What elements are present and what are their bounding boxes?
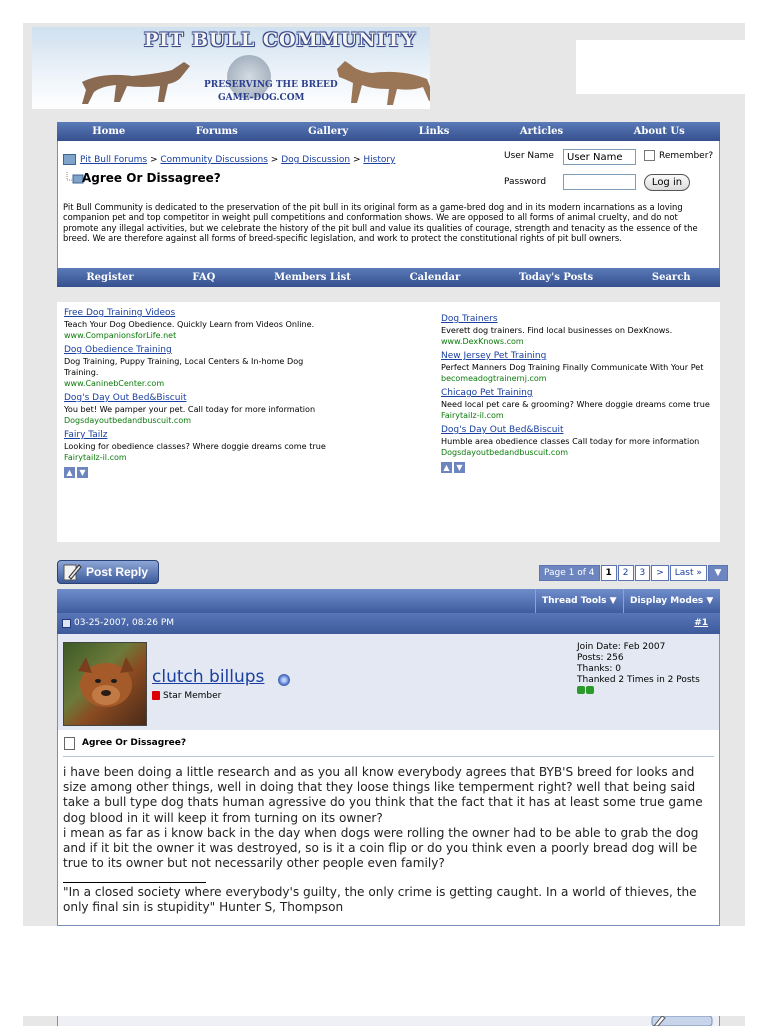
nav-about-us[interactable]: About Us bbox=[633, 126, 685, 137]
ad-title[interactable]: Dog Obedience Training bbox=[64, 345, 172, 355]
post-header bbox=[57, 613, 720, 634]
ad-text: Looking for obedience classes? Where doggie dreams come true bbox=[64, 441, 326, 451]
site-description: Pit Bull Community is dedicated to the preservation of the pit bull in its original form as a game-bred dog and in its modern incarnations as a loving companion pet and top competitor in weight pull competitions and conformation shows. We are opposed to all forms of animal cruelty, and do not promote any illegal activities, but we celebrate the history of the pit bull and value its qualities of courage, strength and tenacity as the essence of the breed. We are therefore against all forms of breed-specific legislation, and work to protect the constitutional rights of pit bull owners. bbox=[63, 202, 698, 243]
ad-url[interactable]: Fairytailz-il.com bbox=[441, 411, 504, 420]
post-date: 03-25-2007, 08:26 PM bbox=[74, 618, 175, 628]
signature: "In a closed society where everybody's guilty, the only crime is getting caught. In a world of thieves, the only final sin is stupidity" Hunter S, Thompson bbox=[63, 885, 697, 915]
breadcrumb-community-discussions[interactable]: Community Discussions bbox=[160, 155, 268, 165]
ads-left-column bbox=[64, 308, 329, 478]
ad-url[interactable]: www.DexKnows.com bbox=[441, 337, 524, 346]
ad-item bbox=[64, 345, 329, 389]
breadcrumb-history[interactable]: History bbox=[363, 155, 396, 165]
ad-text: Humble area obedience classes Call today for more information bbox=[441, 436, 700, 446]
post-icon bbox=[62, 619, 71, 628]
page-link-current: 1 bbox=[601, 565, 617, 581]
folder-icon bbox=[63, 154, 76, 165]
ad-item bbox=[441, 425, 716, 458]
post-count: Posts: 256 bbox=[577, 653, 624, 663]
post-paragraph: i mean as far as i know back in the day when dogs were rolling the owner had to be able to grab the dog and if it bit the owner it was destroyed, so is it a coin flip or do you think even a poorly bread dog will be true to its owner but not necessarily other people even family? bbox=[63, 825, 699, 871]
ad-prev-icon[interactable]: ▲ bbox=[64, 467, 75, 478]
thanked-count: Thanked 2 Times in 2 Posts bbox=[577, 675, 700, 685]
remember-label: Remember? bbox=[659, 151, 714, 161]
username-input[interactable] bbox=[563, 149, 636, 165]
ad-url[interactable]: www.CompanionsforLife.net bbox=[64, 331, 177, 340]
thread-toolbar bbox=[57, 589, 720, 613]
thanks-icon bbox=[577, 686, 700, 698]
rank-icon bbox=[152, 691, 160, 700]
post-title: Agree Or Dissagree? bbox=[82, 738, 187, 748]
username-link[interactable]: clutch billups bbox=[152, 667, 265, 687]
ad-title[interactable]: Chicago Pet Training bbox=[441, 388, 533, 398]
ad-item bbox=[64, 430, 329, 463]
ad-title[interactable]: Dog's Day Out Bed&Biscuit bbox=[441, 425, 564, 435]
ad-next-icon[interactable]: ▼ bbox=[77, 467, 88, 478]
nav-gallery[interactable]: Gallery bbox=[308, 126, 349, 137]
page-link[interactable]: 3 bbox=[635, 565, 651, 581]
avatar bbox=[63, 642, 147, 726]
post-paragraph: i have been doing a little research and as you all know everybody agrees that BYB'S breed for looks and size among other things, well in doing that they loose things like temperment right? well that being said take a bull type dog thats human agressive do you think that the fact that it has at least some true game dog blood in it will keep it from turning on its owner? bbox=[63, 765, 703, 825]
post-reply-label: Post Reply bbox=[86, 565, 149, 579]
ad-title[interactable]: Dog Trainers bbox=[441, 314, 498, 324]
ad-item bbox=[441, 388, 716, 421]
password-input[interactable] bbox=[563, 174, 636, 190]
nav-faq[interactable]: FAQ bbox=[192, 272, 216, 283]
banner-title: PIT BULL COMMUNITY bbox=[144, 29, 417, 51]
breadcrumb-separator: > bbox=[352, 155, 361, 165]
ad-nav-arrows bbox=[64, 467, 329, 478]
ad-url[interactable]: www.CaninebCenter.com bbox=[64, 379, 165, 388]
ad-item bbox=[441, 351, 716, 384]
login-button[interactable]: Log in bbox=[644, 174, 690, 191]
header-ad-area bbox=[576, 40, 745, 94]
ad-text: Perfect Manners Dog Training Finally Communicate With Your Pet bbox=[441, 362, 704, 372]
nav-search[interactable]: Search bbox=[651, 272, 691, 283]
banner-site-name: GAME-DOG.COM bbox=[218, 93, 305, 103]
signature-divider bbox=[63, 882, 206, 883]
main-nav bbox=[57, 122, 720, 141]
pen-icon bbox=[61, 561, 83, 583]
nav-home[interactable]: Home bbox=[92, 126, 126, 137]
ad-text: You bet! We pamper your pet. Call today for more information bbox=[64, 404, 316, 414]
ad-title[interactable]: Fairy Tailz bbox=[64, 430, 108, 440]
ad-title[interactable]: New Jersey Pet Training bbox=[441, 351, 547, 361]
ad-text: Dog Training, Puppy Training, Local Centers & In-home Dog Training. bbox=[64, 356, 304, 377]
thanks-count: Thanks: 0 bbox=[577, 664, 621, 674]
ad-title[interactable]: Free Dog Training Videos bbox=[64, 308, 176, 318]
divider bbox=[63, 756, 714, 757]
nav-articles[interactable]: Articles bbox=[519, 126, 564, 137]
sub-nav bbox=[57, 268, 720, 287]
ad-url[interactable]: Dogsdayoutbedandbuscuit.com bbox=[64, 416, 192, 425]
nav-forums[interactable]: Forums bbox=[195, 126, 238, 137]
banner-subtitle: PRESERVING THE BREED bbox=[204, 80, 338, 90]
breadcrumb-pit-bull-forums[interactable]: Pit Bull Forums bbox=[80, 155, 148, 165]
site-banner[interactable] bbox=[32, 27, 430, 109]
post-number-link[interactable]: #1 bbox=[694, 618, 708, 628]
join-date: Join Date: Feb 2007 bbox=[577, 642, 666, 652]
ad-text: Need local pet care & grooming? Where doggie dreams come true bbox=[441, 399, 710, 409]
user-stats bbox=[577, 642, 700, 698]
dog-avatar-image bbox=[64, 643, 147, 726]
page-count-label: Page 1 of 4 bbox=[539, 565, 600, 581]
dog-right-image bbox=[317, 49, 430, 109]
breadcrumb-separator: > bbox=[149, 155, 158, 165]
username-label: User Name bbox=[504, 151, 554, 161]
quote-button-icon[interactable] bbox=[648, 1016, 714, 1026]
ad-nav-arrows bbox=[441, 462, 716, 473]
ads-right-column bbox=[441, 314, 716, 473]
remember-checkbox[interactable] bbox=[644, 150, 655, 161]
chevron-down-icon[interactable]: ▼ bbox=[708, 565, 728, 581]
ad-item bbox=[64, 393, 329, 426]
ad-text: Teach Your Dog Obedience. Quickly Learn from Videos Online. bbox=[64, 319, 315, 329]
online-status-icon bbox=[278, 674, 290, 686]
thread-title: Agree Or Dissagree? bbox=[82, 171, 221, 185]
post-reply-button[interactable] bbox=[57, 560, 159, 584]
pagination bbox=[538, 565, 728, 581]
rank-label: Star Member bbox=[163, 691, 222, 701]
thread-tools-menu[interactable]: Thread Tools ▼ bbox=[535, 589, 623, 613]
ad-text: Everett dog trainers. Find local businesses on DexKnows. bbox=[441, 325, 673, 335]
breadcrumb-separator: > bbox=[270, 155, 279, 165]
nav-register[interactable]: Register bbox=[86, 272, 134, 283]
ad-url[interactable]: Dogsdayoutbedandbuscuit.com bbox=[441, 448, 569, 457]
ad-item bbox=[64, 308, 329, 341]
ad-prev-icon[interactable]: ▲ bbox=[441, 462, 452, 473]
nav-todays-posts[interactable]: Today's Posts bbox=[518, 272, 594, 283]
ad-item bbox=[441, 314, 716, 347]
ad-title[interactable]: Dog's Day Out Bed&Biscuit bbox=[64, 393, 187, 403]
breadcrumb-dog-discussion[interactable]: Dog Discussion bbox=[281, 155, 351, 165]
page-link[interactable]: 2 bbox=[618, 565, 634, 581]
display-modes-menu[interactable]: Display Modes ▼ bbox=[623, 589, 719, 613]
document-icon bbox=[64, 737, 75, 750]
nav-links[interactable]: Links bbox=[418, 126, 450, 137]
page-last[interactable]: Last » bbox=[670, 565, 707, 581]
ad-url[interactable]: Fairytailz-il.com bbox=[64, 453, 127, 462]
nav-calendar[interactable]: Calendar bbox=[409, 272, 461, 283]
page-next[interactable]: > bbox=[651, 565, 669, 581]
next-post-panel bbox=[57, 1016, 720, 1026]
post-body bbox=[63, 765, 715, 871]
nav-members-list[interactable]: Members List bbox=[274, 272, 351, 283]
ad-next-icon[interactable]: ▼ bbox=[454, 462, 465, 473]
dog-left-image bbox=[72, 52, 202, 107]
ad-url[interactable]: becomeadogtrainernj.com bbox=[441, 374, 547, 383]
breadcrumb bbox=[63, 154, 395, 165]
password-label: Password bbox=[504, 177, 547, 187]
user-rank bbox=[152, 691, 221, 701]
